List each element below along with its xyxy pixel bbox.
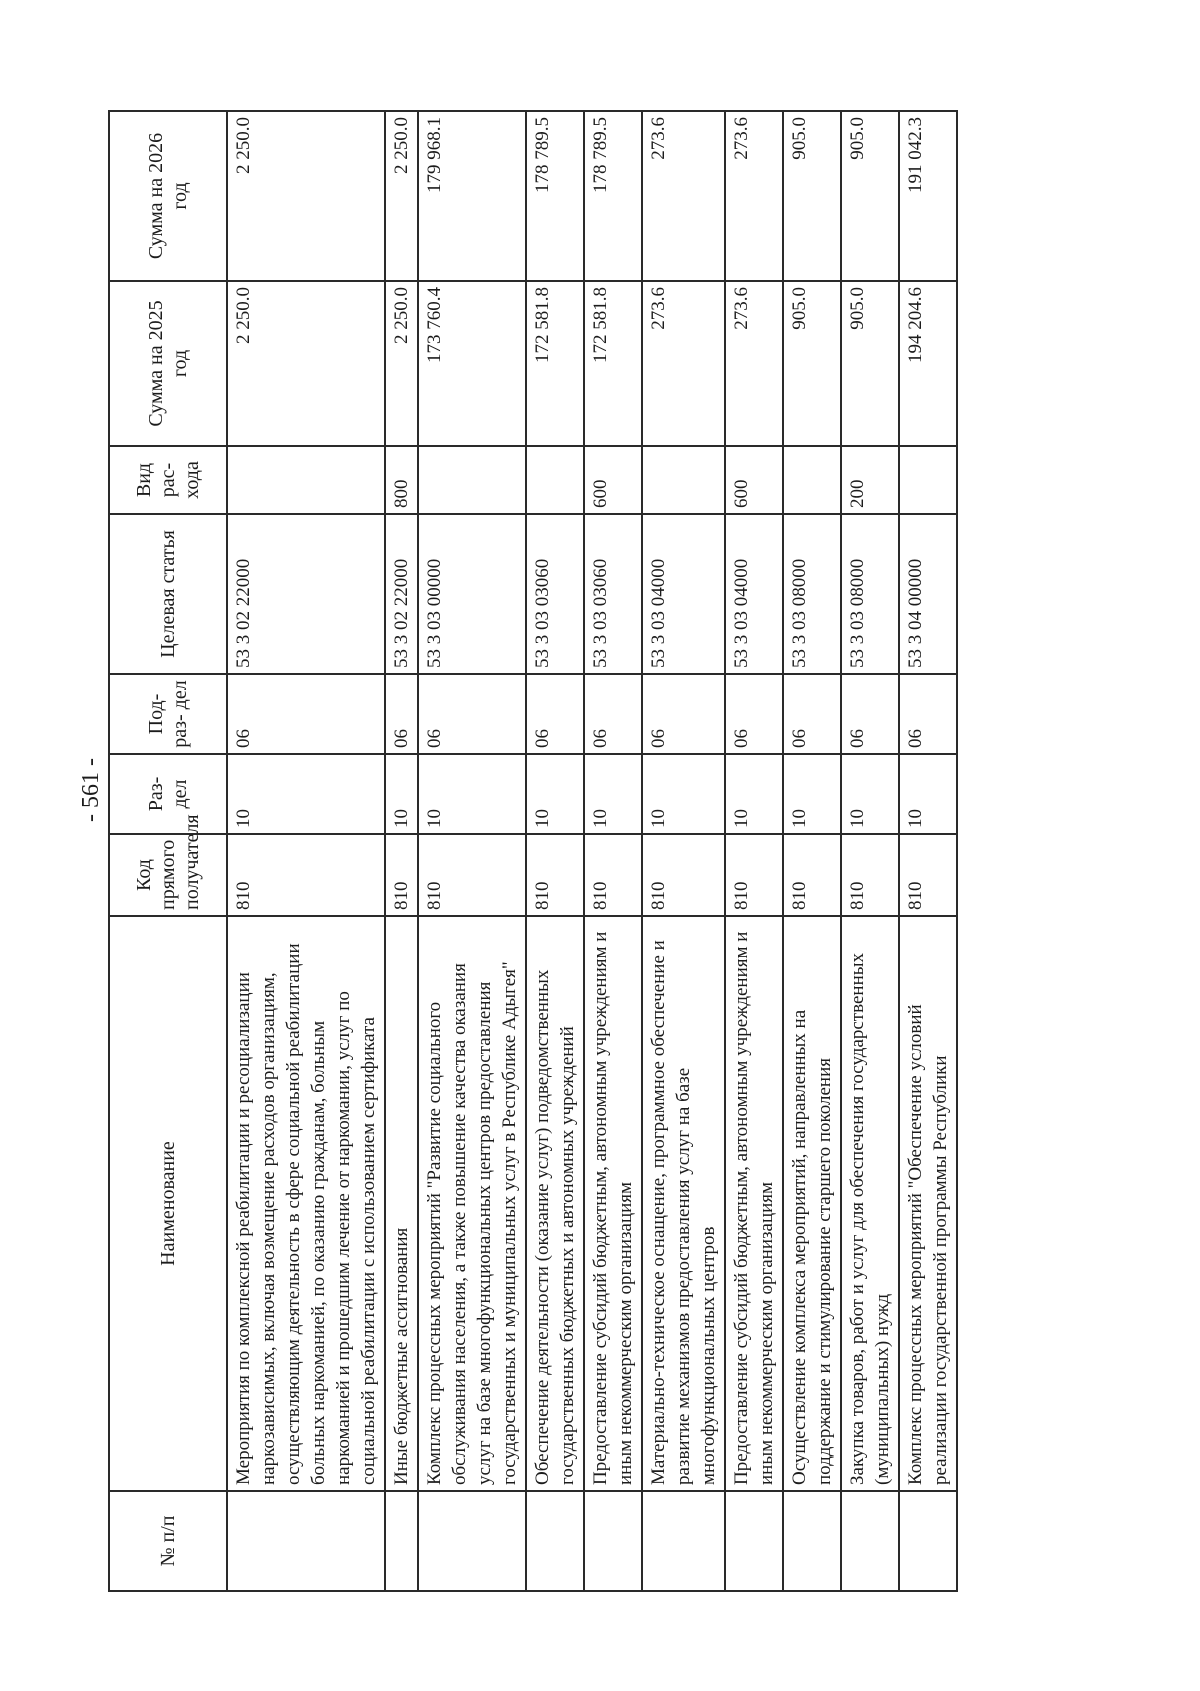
row-name: Материально-техническое оснащение, программное обеспечение и развитие механизмов предоставления услуг на базе многофункциональных центров bbox=[642, 916, 725, 1491]
row-subsection: 06 bbox=[725, 674, 783, 754]
header-sum-2026: Сумма на 2026 год bbox=[109, 111, 227, 281]
row-subsection: 06 bbox=[783, 674, 841, 754]
row-name: Иные бюджетные ассигнования bbox=[385, 916, 418, 1491]
row-sum-2025: 194 204.6 bbox=[899, 281, 957, 446]
row-sum-2025: 273.6 bbox=[725, 281, 783, 446]
row-section: 10 bbox=[783, 754, 841, 834]
row-recipient-code: 810 bbox=[385, 834, 418, 916]
row-num bbox=[725, 1491, 783, 1591]
row-name: Осуществление комплекса мероприятий, направленных на поддержание и стимулирование старшего поколения bbox=[783, 916, 841, 1491]
row-name: Комплекс процессных мероприятий "Обеспечение условий реализации государственной программы Республики bbox=[899, 916, 957, 1491]
row-expense-type bbox=[227, 446, 385, 514]
row-name: Комплекс процессных мероприятий "Развитие социального обслуживания населения, а также повышение качества оказания услуг на базе многофункциональных центров предоставления государственных и муниципальных услуг в Республике Адыгея" bbox=[418, 916, 526, 1491]
row-subsection: 06 bbox=[526, 674, 584, 754]
row-section: 10 bbox=[385, 754, 418, 834]
row-expense-type: 600 bbox=[725, 446, 783, 514]
row-target-article: 53 3 03 00000 bbox=[418, 514, 526, 674]
row-target-article: 53 3 04 00000 bbox=[899, 514, 957, 674]
budget-table bbox=[108, 110, 958, 1592]
row-sum-2026: 273.6 bbox=[725, 111, 783, 281]
row-target-article: 53 3 02 22000 bbox=[227, 514, 385, 674]
row-target-article: 53 3 02 22000 bbox=[385, 514, 418, 674]
table-row bbox=[385, 111, 418, 1591]
row-section: 10 bbox=[227, 754, 385, 834]
row-sum-2026: 179 968.1 bbox=[418, 111, 526, 281]
row-name: Предоставление субсидий бюджетным, автономным учреждениям и иным некоммерческим организациям bbox=[725, 916, 783, 1491]
row-section: 10 bbox=[841, 754, 899, 834]
row-sum-2025: 2 250.0 bbox=[227, 281, 385, 446]
row-name: Обеспечение деятельности (оказание услуг) подведомственных государственных бюджетных и автономных учреждений bbox=[526, 916, 584, 1491]
row-sum-2025: 905.0 bbox=[841, 281, 899, 446]
row-section: 10 bbox=[526, 754, 584, 834]
table-row bbox=[418, 111, 526, 1591]
row-num bbox=[841, 1491, 899, 1591]
row-sum-2026: 905.0 bbox=[783, 111, 841, 281]
table-row bbox=[227, 111, 385, 1591]
header-num: № п/п bbox=[109, 1491, 227, 1591]
row-recipient-code: 810 bbox=[783, 834, 841, 916]
header-article: Целевая статья bbox=[109, 514, 227, 674]
row-subsection: 06 bbox=[899, 674, 957, 754]
row-subsection: 06 bbox=[227, 674, 385, 754]
row-num bbox=[526, 1491, 584, 1591]
table-row bbox=[642, 111, 725, 1591]
row-subsection: 06 bbox=[418, 674, 526, 754]
row-target-article: 53 3 03 08000 bbox=[841, 514, 899, 674]
row-sum-2025: 273.6 bbox=[642, 281, 725, 446]
row-num bbox=[418, 1491, 526, 1591]
table-row bbox=[841, 111, 899, 1591]
table-row bbox=[899, 111, 957, 1591]
row-sum-2025: 2 250.0 bbox=[385, 281, 418, 446]
row-sum-2025: 172 581.8 bbox=[584, 281, 642, 446]
table-header-row bbox=[109, 111, 227, 1591]
row-subsection: 06 bbox=[584, 674, 642, 754]
row-target-article: 53 3 03 04000 bbox=[642, 514, 725, 674]
row-num bbox=[899, 1491, 957, 1591]
row-recipient-code: 810 bbox=[841, 834, 899, 916]
row-sum-2026: 2 250.0 bbox=[385, 111, 418, 281]
table-row bbox=[725, 111, 783, 1591]
row-sum-2026: 178 789.5 bbox=[526, 111, 584, 281]
row-recipient-code: 810 bbox=[526, 834, 584, 916]
row-sum-2026: 191 042.3 bbox=[899, 111, 957, 281]
row-target-article: 53 3 03 08000 bbox=[783, 514, 841, 674]
header-expense: Вид рас- хода bbox=[109, 446, 227, 514]
row-num bbox=[385, 1491, 418, 1591]
row-recipient-code: 810 bbox=[584, 834, 642, 916]
row-sum-2026: 178 789.5 bbox=[584, 111, 642, 281]
row-target-article: 53 3 03 03060 bbox=[526, 514, 584, 674]
row-subsection: 06 bbox=[642, 674, 725, 754]
header-recipient: Код прямого получателя bbox=[109, 834, 227, 916]
row-num bbox=[584, 1491, 642, 1591]
row-num bbox=[783, 1491, 841, 1591]
row-section: 10 bbox=[642, 754, 725, 834]
row-expense-type: 200 bbox=[841, 446, 899, 514]
row-section: 10 bbox=[725, 754, 783, 834]
row-subsection: 06 bbox=[385, 674, 418, 754]
row-name: Закупка товаров, работ и услуг для обеспечения государственных (муниципальных) нужд bbox=[841, 916, 899, 1491]
row-sum-2026: 905.0 bbox=[841, 111, 899, 281]
row-section: 10 bbox=[584, 754, 642, 834]
row-expense-type bbox=[526, 446, 584, 514]
header-subsection: Под- раз- дел bbox=[109, 674, 227, 754]
row-expense-type bbox=[418, 446, 526, 514]
row-expense-type bbox=[899, 446, 957, 514]
table-body bbox=[227, 111, 957, 1591]
table-row bbox=[783, 111, 841, 1591]
row-recipient-code: 810 bbox=[899, 834, 957, 916]
row-num bbox=[227, 1491, 385, 1591]
row-subsection: 06 bbox=[841, 674, 899, 754]
row-expense-type bbox=[642, 446, 725, 514]
budget-table-sheet bbox=[108, 112, 988, 1592]
header-name: Наименование bbox=[109, 916, 227, 1491]
header-section: Раз- дел bbox=[109, 754, 227, 834]
row-sum-2026: 2 250.0 bbox=[227, 111, 385, 281]
page-number: - 561 - bbox=[78, 758, 104, 822]
row-expense-type bbox=[783, 446, 841, 514]
row-sum-2025: 173 760.4 bbox=[418, 281, 526, 446]
row-num bbox=[642, 1491, 725, 1591]
row-sum-2025: 905.0 bbox=[783, 281, 841, 446]
row-expense-type: 600 bbox=[584, 446, 642, 514]
row-sum-2026: 273.6 bbox=[642, 111, 725, 281]
row-section: 10 bbox=[418, 754, 526, 834]
row-name: Предоставление субсидий бюджетным, автономным учреждениям и иным некоммерческим организациям bbox=[584, 916, 642, 1491]
row-recipient-code: 810 bbox=[227, 834, 385, 916]
table-row bbox=[584, 111, 642, 1591]
row-section: 10 bbox=[899, 754, 957, 834]
row-target-article: 53 3 03 03060 bbox=[584, 514, 642, 674]
row-expense-type: 800 bbox=[385, 446, 418, 514]
row-sum-2025: 172 581.8 bbox=[526, 281, 584, 446]
row-recipient-code: 810 bbox=[725, 834, 783, 916]
header-sum-2025: Сумма на 2025 год bbox=[109, 281, 227, 446]
row-recipient-code: 810 bbox=[642, 834, 725, 916]
row-recipient-code: 810 bbox=[418, 834, 526, 916]
row-name: Мероприятия по комплексной реабилитации и ресоциализации наркозависимых, включая возмещение расходов организациям, осуществляющим деятельность в сфере социальной реабилитации больных наркоманией, по оказанию гражданам, больным наркоманией и прошедшим лечение от наркомании, услуг по социальной реабилитации с использованием сертификата bbox=[227, 916, 385, 1491]
row-target-article: 53 3 03 04000 bbox=[725, 514, 783, 674]
table-row bbox=[526, 111, 584, 1591]
